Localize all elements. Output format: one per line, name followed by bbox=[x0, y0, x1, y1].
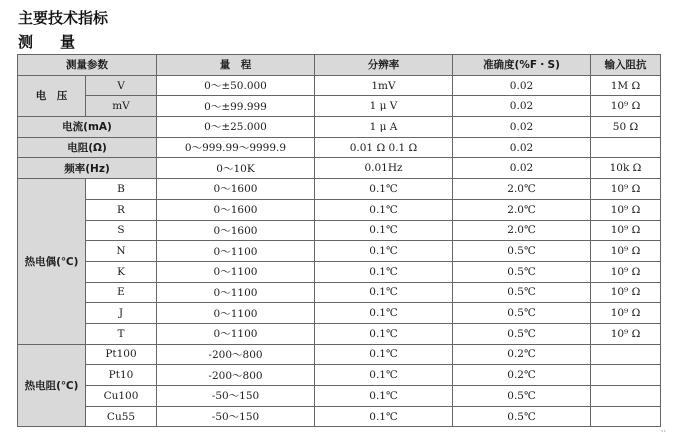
accuracy-cell: 0.5℃ bbox=[453, 241, 591, 262]
range-cell: 0～1100 bbox=[157, 241, 315, 262]
impedance-cell: 10⁹ Ω bbox=[591, 323, 661, 344]
resolution-cell: 0.1℃ bbox=[315, 323, 453, 344]
section-title: 主要技术指标 bbox=[18, 9, 109, 27]
resolution-cell: 0.1℃ bbox=[315, 282, 453, 303]
accuracy-cell: 2.0℃ bbox=[453, 220, 591, 241]
range-cell: 0～1100 bbox=[157, 261, 315, 282]
table-row bbox=[18, 199, 661, 220]
table-row bbox=[18, 241, 661, 262]
rtd-group-label: 热电阻(℃) bbox=[18, 344, 86, 427]
accuracy-cell: 0.5℃ bbox=[453, 406, 591, 427]
resolution-cell: 0.1℃ bbox=[315, 241, 453, 262]
table-row bbox=[18, 282, 661, 303]
accuracy-cell: 0.5℃ bbox=[453, 261, 591, 282]
param-cell: 电阻(Ω) bbox=[18, 137, 157, 158]
table-row bbox=[18, 365, 661, 386]
impedance-cell: 10⁹ Ω bbox=[591, 303, 661, 324]
type-cell: K bbox=[86, 261, 157, 282]
type-cell: T bbox=[86, 323, 157, 344]
impedance-cell: 10⁹ Ω bbox=[591, 96, 661, 117]
accuracy-cell: 0.02 bbox=[453, 158, 591, 179]
resolution-cell: 0.01Hz bbox=[315, 158, 453, 179]
resolution-cell: 0.1℃ bbox=[315, 303, 453, 324]
range-cell: -50～150 bbox=[157, 406, 315, 427]
resolution-cell: 0.1℃ bbox=[315, 406, 453, 427]
accuracy-cell: 0.02 bbox=[453, 96, 591, 117]
impedance-cell: 10⁹ Ω bbox=[591, 220, 661, 241]
resolution-cell: 0.1℃ bbox=[315, 386, 453, 407]
header-impedance: 输入阻抗 bbox=[591, 55, 661, 76]
impedance-cell: 10k Ω bbox=[591, 158, 661, 179]
type-cell: R bbox=[86, 199, 157, 220]
range-cell: 0～±50.000 bbox=[157, 75, 315, 96]
group-label: 电 压 bbox=[18, 75, 86, 116]
resolution-cell: 0.1℃ bbox=[315, 365, 453, 386]
accuracy-cell: 0.5℃ bbox=[453, 386, 591, 407]
header-accuracy: 准确度(%F・S) bbox=[453, 55, 591, 76]
resolution-cell: 0.1℃ bbox=[315, 261, 453, 282]
table-row bbox=[18, 220, 661, 241]
type-cell: Cu100 bbox=[86, 386, 157, 407]
table-row bbox=[18, 386, 661, 407]
type-cell: N bbox=[86, 241, 157, 262]
type-cell: Cu55 bbox=[86, 406, 157, 427]
header-range: 量 程 bbox=[157, 55, 315, 76]
range-cell: 0～10K bbox=[157, 158, 315, 179]
param-cell: 频率(Hz) bbox=[18, 158, 157, 179]
table-row bbox=[18, 261, 661, 282]
resolution-cell: 0.1℃ bbox=[315, 344, 453, 365]
resolution-cell: 0.1℃ bbox=[315, 179, 453, 200]
impedance-cell: 10⁹ Ω bbox=[591, 241, 661, 262]
impedance-cell bbox=[591, 386, 661, 407]
accuracy-cell: 0.02 bbox=[453, 117, 591, 138]
impedance-cell: 10⁹ Ω bbox=[591, 179, 661, 200]
page-mark: ·· bbox=[660, 427, 666, 436]
resolution-cell: 1 μ V bbox=[315, 96, 453, 117]
table-row bbox=[18, 344, 661, 365]
type-cell: B bbox=[86, 179, 157, 200]
range-cell: 0～1100 bbox=[157, 282, 315, 303]
type-cell: Pt10 bbox=[86, 365, 157, 386]
resolution-cell: 0.1℃ bbox=[315, 199, 453, 220]
range-cell: 0～1100 bbox=[157, 303, 315, 324]
accuracy-cell: 0.02 bbox=[453, 137, 591, 158]
header-resolution: 分辨率 bbox=[315, 55, 453, 76]
range-cell: 0～1600 bbox=[157, 179, 315, 200]
table-body bbox=[18, 75, 661, 427]
table-row bbox=[18, 75, 661, 96]
table-row bbox=[18, 158, 661, 179]
accuracy-cell: 0.02 bbox=[453, 75, 591, 96]
resolution-cell: 1mV bbox=[315, 75, 453, 96]
accuracy-cell: 2.0℃ bbox=[453, 179, 591, 200]
accuracy-cell: 0.2℃ bbox=[453, 344, 591, 365]
table-row bbox=[18, 303, 661, 324]
table-row bbox=[18, 96, 661, 117]
spec-table bbox=[17, 54, 661, 427]
accuracy-cell: 2.0℃ bbox=[453, 199, 591, 220]
range-cell: 0～1600 bbox=[157, 220, 315, 241]
thermocouple-group-label: 热电偶(℃) bbox=[18, 179, 86, 345]
unit-cell: V bbox=[86, 75, 157, 96]
resolution-cell: 1 μ A bbox=[315, 117, 453, 138]
accuracy-cell: 0.5℃ bbox=[453, 323, 591, 344]
range-cell: 0～1100 bbox=[157, 323, 315, 344]
range-cell: -50～150 bbox=[157, 386, 315, 407]
type-cell: E bbox=[86, 282, 157, 303]
impedance-cell: 10⁹ Ω bbox=[591, 261, 661, 282]
type-cell: Pt100 bbox=[86, 344, 157, 365]
resolution-cell: 0.1℃ bbox=[315, 220, 453, 241]
impedance-cell: 50 Ω bbox=[591, 117, 661, 138]
table-row bbox=[18, 137, 661, 158]
impedance-cell: 1M Ω bbox=[591, 75, 661, 96]
range-cell: -200～800 bbox=[157, 365, 315, 386]
table-row bbox=[18, 117, 661, 138]
range-cell: 0～999.99～9999.9 bbox=[157, 137, 315, 158]
table-header-row bbox=[18, 55, 661, 76]
impedance-cell bbox=[591, 137, 661, 158]
table-row bbox=[18, 323, 661, 344]
resolution-cell: 0.01 Ω 0.1 Ω bbox=[315, 137, 453, 158]
impedance-cell bbox=[591, 344, 661, 365]
accuracy-cell: 0.2℃ bbox=[453, 365, 591, 386]
unit-cell: mV bbox=[86, 96, 157, 117]
param-cell: 电流(mA) bbox=[18, 117, 157, 138]
range-cell: -200～800 bbox=[157, 344, 315, 365]
subsection-title: 测 量 bbox=[18, 33, 82, 51]
table-row bbox=[18, 179, 661, 200]
impedance-cell bbox=[591, 406, 661, 427]
accuracy-cell: 0.5℃ bbox=[453, 303, 591, 324]
table-row bbox=[18, 406, 661, 427]
accuracy-cell: 0.5℃ bbox=[453, 282, 591, 303]
type-cell: S bbox=[86, 220, 157, 241]
range-cell: 0～±99.999 bbox=[157, 96, 315, 117]
header-param: 测量参数 bbox=[18, 55, 157, 76]
range-cell: 0～1600 bbox=[157, 199, 315, 220]
range-cell: 0～±25.000 bbox=[157, 117, 315, 138]
impedance-cell: 10⁹ Ω bbox=[591, 199, 661, 220]
type-cell: J bbox=[86, 303, 157, 324]
impedance-cell bbox=[591, 365, 661, 386]
impedance-cell: 10⁹ Ω bbox=[591, 282, 661, 303]
